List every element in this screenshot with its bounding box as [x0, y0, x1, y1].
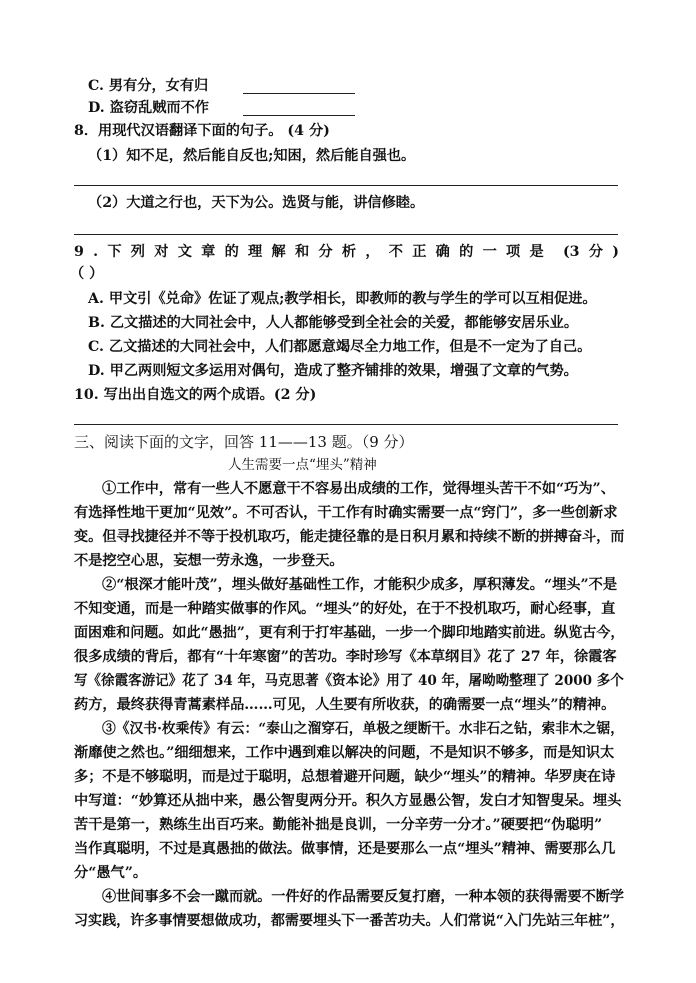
- q8-answer-line-1[interactable]: [74, 185, 618, 186]
- q9-stem-char: 不: [388, 244, 403, 260]
- q8-sentence-1: （1）知不足，然后能自反也;知困，然后能自强也。: [88, 148, 416, 164]
- article-line: 习实践，许多事情要想做成功，都需要埋头下一番苦功夫。人们常说“入门先站三年桩”，: [74, 913, 625, 929]
- q9-option-a: A. 甲文引《兑命》佐证了观点;教学相长，即教师的教与学生的学可以互相促进。: [88, 291, 597, 307]
- q9-stem-char: 项: [506, 244, 521, 260]
- q8-sentence-2: （2）大道之行也，天下为公。选贤与能，讲信修睦。: [88, 195, 425, 211]
- q9-stem-char: 对: [154, 244, 169, 260]
- q9-stem: [74, 242, 619, 262]
- article-line: ③《汉书·枚乘传》有云：“泰山之溜穿石，单极之绠断干。水非石之钻，索非木之锯，: [102, 721, 625, 737]
- q8-answer-line-2[interactable]: [74, 234, 618, 235]
- option-c-prev: C. 男有分，女有归: [88, 78, 209, 94]
- q9-option-d: D. 甲乙两则短文多运用对偶句，造成了整齐铺排的效果，增强了文章的气势。: [88, 363, 578, 379]
- q9-stem-char: 正: [412, 244, 427, 260]
- q9-stem-char: 确: [435, 244, 450, 260]
- article-line: ①工作中，常有一些人不愿意干不容易出成绩的工作，觉得埋头苦干不如“巧为”、: [102, 481, 615, 497]
- article-title: 人生需要一点“埋头”精神: [228, 457, 377, 473]
- section3-heading: 三、阅读下面的文字，回答 11——13 题。（9 分）: [74, 433, 414, 451]
- q9-stem-char: 解: [271, 244, 286, 260]
- q10-title: 10. 写出出自选文的两个成语。(2 分): [74, 387, 317, 403]
- q9-stem-char: 章: [201, 244, 216, 260]
- article-line: 苦干是第一，熟练生出百巧来。勤能补拙是良训，一分辛劳一分才。”硬要把“伪聪明”: [74, 817, 603, 833]
- q9-stem-char: 一: [482, 244, 497, 260]
- article-line: 写《徐霞客游记》花了 34 年，马克思著《资本论》用了 40 年，屠呦呦整理了 2000 多个: [74, 673, 624, 689]
- article-line: 不知变通，而是一种踏实做事的作风。“埋头”的好处，在于不投机取巧，耐心经事，直: [74, 601, 616, 617]
- article-line: 中写道：“妙算还从拙中来，愚公智叟两分开。积久方显愚公智，发白才知智叟呆。埋头: [74, 793, 622, 809]
- q9-answer-paren[interactable]: （ ）: [70, 266, 104, 282]
- q9-stem-char: 下: [107, 244, 122, 260]
- q9-stem-char: 列: [130, 244, 145, 260]
- q9-stem-char: 分: [318, 244, 333, 260]
- article-line: 有选择性地干更加“见效”。不可否认，干工作有时确实需要一点“窍门”，多一些创新求: [74, 505, 618, 521]
- article-line: 药方，最终获得青蒿素样品……可见，人生要有所收获，的确需要一点“埋头”的精神。: [74, 697, 616, 713]
- article-line: 当作真聪明，不过是真愚拙的做法。做事情，还是要那么一点“埋头”精神、需要那么几: [74, 841, 616, 857]
- article-line: 面困难和问题。如此“愚拙”，更有利于打牢基础，一步一个脚印地踏实前进。纵览古今，: [74, 625, 625, 641]
- q9-stem-char: 分: [588, 244, 603, 260]
- q9-stem-char: 析: [341, 244, 357, 260]
- q8-title: 8．用现代汉语翻译下面的句子。 (4 分): [74, 123, 330, 139]
- article-line: ④世间事多不会一蹴而就。一件好的作品需要反复打磨，一种本领的获得需要不断学: [102, 889, 624, 905]
- q9-option-b: B. 乙文描述的大同社会中，人人都能够受到全社会的关爱，都能够安居乐业。: [88, 315, 579, 331]
- q9-stem-char: (3: [562, 244, 580, 260]
- answer-blank-c[interactable]: [243, 93, 355, 94]
- article-line: 很多成绩的背后，都有“十年寒窗”的苦功。李时珍写《本草纲目》花了 27 年，徐霞客: [74, 649, 617, 665]
- article-line: 多；不是不够聪明，而是过于聪明，总想着避开问题，缺少“埋头”的精神。华罗庚在诗: [74, 769, 616, 785]
- article-line: 不是挖空心思，妄想一劳永逸，一步登天。: [74, 553, 344, 569]
- article-line: ②“根深才能叶茂”，埋头做好基础性工作，才能积少成多，厚积薄发。“埋头”不是: [102, 577, 618, 593]
- q9-stem-char: 理: [248, 244, 263, 260]
- q9-stem-char: .: [93, 244, 99, 260]
- q9-stem-char: 的: [459, 244, 474, 260]
- article-line: 分“愚气”。: [74, 865, 148, 881]
- article-line: 渐靡使之然也。”细细想来，工作中遇到难以解决的问题，不是知识不够多，而是知识太: [74, 745, 615, 761]
- q9-option-c: C. 乙文描述的大同社会中，人们都愿意竭尽全力地工作，但是不一定为了自己。: [88, 339, 592, 355]
- q9-stem-char: 文: [177, 244, 192, 260]
- q9-stem-char: 是: [529, 244, 544, 260]
- option-d-prev: D. 盗窃乱贼而不作: [88, 100, 209, 116]
- q10-answer-line[interactable]: [74, 424, 618, 425]
- q9-stem-char: 和: [294, 244, 310, 260]
- q9-stem-char: ): [612, 244, 619, 260]
- article-line: 变。但寻找捷径并不等于投机取巧，能走捷径靠的是日积月累和持续不断的拼搏奋斗，而: [74, 529, 625, 545]
- q9-stem-char: 的: [224, 244, 239, 260]
- answer-blank-d[interactable]: [243, 115, 355, 116]
- q9-stem-char: ，: [365, 244, 380, 260]
- q9-stem-char: 9: [74, 244, 84, 260]
